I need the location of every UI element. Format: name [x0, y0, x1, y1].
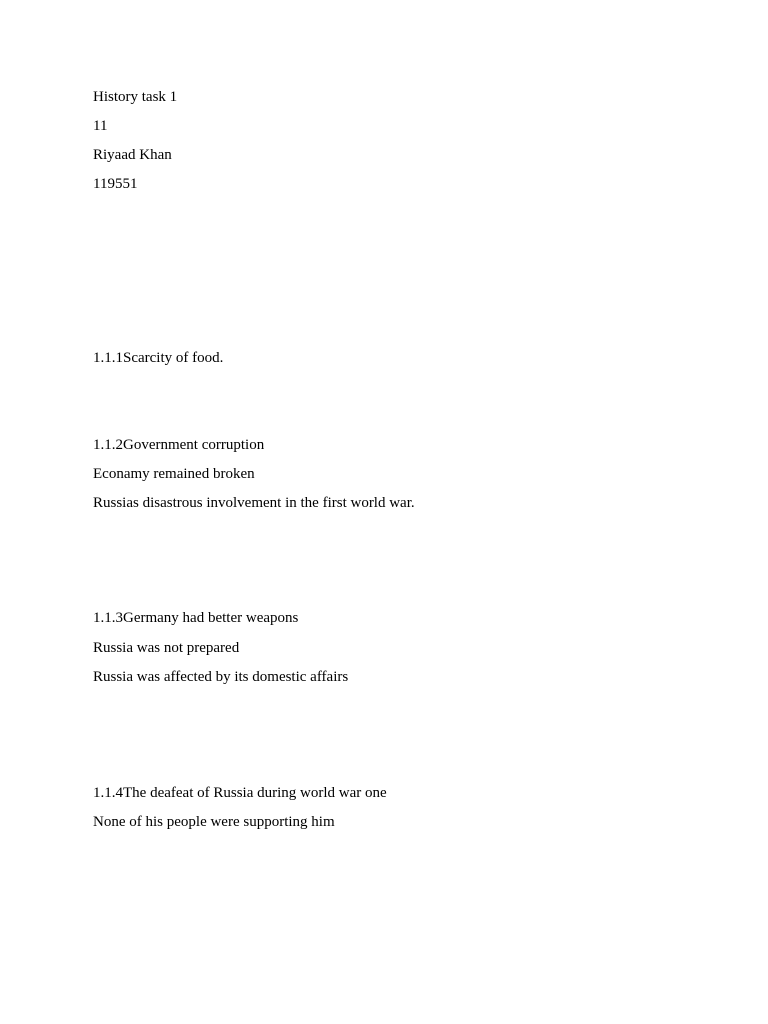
- student-number: 119551: [93, 176, 138, 192]
- answer-1-1-3-line-3: Russia was affected by its domestic affairs: [93, 669, 349, 685]
- answer-1-1-2-line-3: Russias disastrous involvement in the first world war.: [93, 495, 415, 511]
- document-title: History task 1: [93, 89, 178, 105]
- answer-1-1-4-line-1: 1.1.4The deafeat of Russia during world war one: [93, 785, 387, 801]
- answer-1-1-2-line-1: 1.1.2Government corruption: [93, 437, 265, 453]
- answer-1-1-1-line-1: 1.1.1Scarcity of food.: [93, 350, 224, 366]
- student-name: Riyaad Khan: [93, 147, 172, 163]
- answer-1-1-3-line-1: 1.1.3Germany had better weapons: [93, 610, 299, 626]
- answer-1-1-3-line-2: Russia was not prepared: [93, 640, 240, 656]
- answer-1-1-2-line-2: Econamy remained broken: [93, 466, 255, 482]
- answer-1-1-4-line-2: None of his people were supporting him: [93, 814, 335, 830]
- grade-label: 11: [93, 118, 108, 134]
